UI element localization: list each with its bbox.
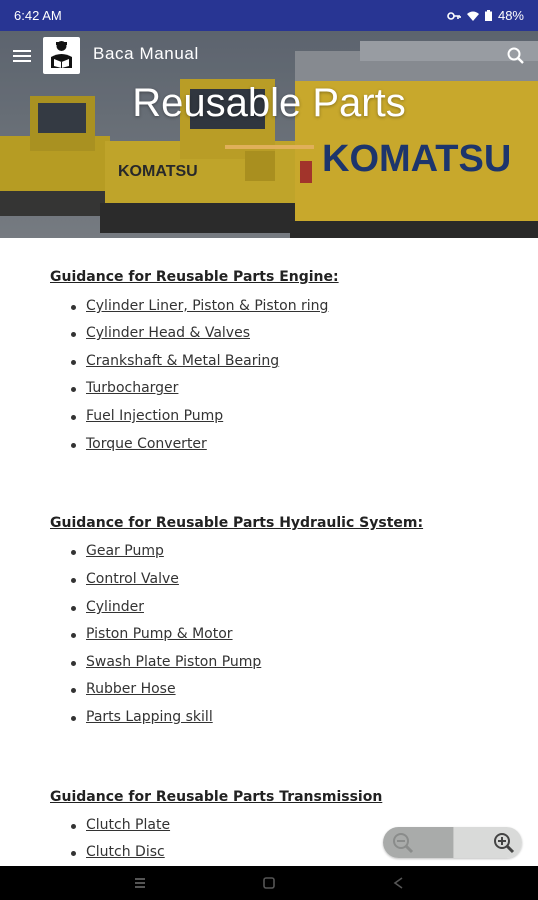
home-icon[interactable]	[262, 875, 276, 894]
section-heading-engine: Guidance for Reusable Parts Engine:	[50, 269, 339, 285]
zoom-in-icon	[492, 832, 516, 854]
app-title: Baca Manual	[93, 44, 199, 63]
search-icon[interactable]	[506, 46, 526, 66]
link-rubber-hose[interactable]: Rubber Hose	[86, 681, 176, 697]
link-cylinder[interactable]: Cylinder	[86, 599, 144, 615]
status-icons	[447, 8, 524, 23]
zoom-out-button[interactable]	[383, 827, 453, 858]
link-cylinder-head[interactable]: Cylinder Head & Valves	[86, 325, 250, 341]
bullet	[71, 415, 76, 420]
link-cylinder-liner[interactable]: Cylinder Liner, Piston & Piston ring	[86, 298, 329, 314]
bullet	[71, 387, 76, 392]
link-torque-converter[interactable]: Torque Converter	[86, 436, 207, 452]
content-area	[0, 238, 538, 866]
hero-banner	[0, 31, 538, 238]
link-control-valve[interactable]: Control Valve	[86, 571, 179, 587]
hamburger-menu-icon[interactable]	[12, 46, 32, 66]
zoom-out-icon	[391, 832, 415, 854]
navigation-bar	[0, 866, 538, 900]
bullet	[71, 824, 76, 829]
bullet	[71, 606, 76, 611]
bullet	[71, 633, 76, 638]
reading-person-logo	[43, 37, 80, 74]
link-swash-plate-piston-pump[interactable]: Swash Plate Piston Pump	[86, 654, 262, 670]
svg-text:KOMATSU: KOMATSU	[322, 138, 512, 180]
wifi-icon	[467, 11, 479, 21]
recents-icon[interactable]	[133, 875, 147, 894]
title-underline	[225, 145, 314, 149]
zoom-control	[383, 827, 522, 858]
status-bar	[0, 0, 538, 31]
svg-text:KOMATSU: KOMATSU	[118, 163, 198, 180]
bullet	[71, 305, 76, 310]
battery-icon	[485, 10, 492, 21]
bullet	[71, 443, 76, 448]
link-piston-pump-motor[interactable]: Piston Pump & Motor	[86, 626, 233, 642]
section-heading-hydraulic: Guidance for Reusable Parts Hydraulic System:	[50, 515, 424, 531]
bullet	[71, 578, 76, 583]
bullet	[71, 716, 76, 721]
bullet	[71, 851, 76, 856]
key-icon	[447, 11, 461, 21]
bullet	[71, 661, 76, 666]
status-time: 6:42 AM	[14, 8, 62, 23]
link-crankshaft[interactable]: Crankshaft & Metal Bearing	[86, 353, 280, 369]
link-parts-lapping-skill[interactable]: Parts Lapping skill	[86, 709, 213, 725]
battery-percent: 48%	[497, 8, 524, 23]
page-title: Reusable Parts	[132, 81, 406, 125]
bullet	[71, 332, 76, 337]
section-heading-transmission: Guidance for Reusable Parts Transmission	[50, 789, 383, 805]
link-fuel-injection-pump[interactable]: Fuel Injection Pump	[86, 408, 224, 424]
bullet	[71, 688, 76, 693]
link-turbocharger[interactable]: Turbocharger	[86, 380, 179, 396]
link-clutch-plate[interactable]: Clutch Plate	[86, 817, 171, 833]
back-icon[interactable]	[392, 875, 406, 894]
link-gear-pump[interactable]: Gear Pump	[86, 543, 164, 559]
bullet	[71, 550, 76, 555]
bullet	[71, 360, 76, 365]
link-clutch-disc[interactable]: Clutch Disc	[86, 844, 165, 860]
zoom-in-button[interactable]	[453, 827, 522, 858]
